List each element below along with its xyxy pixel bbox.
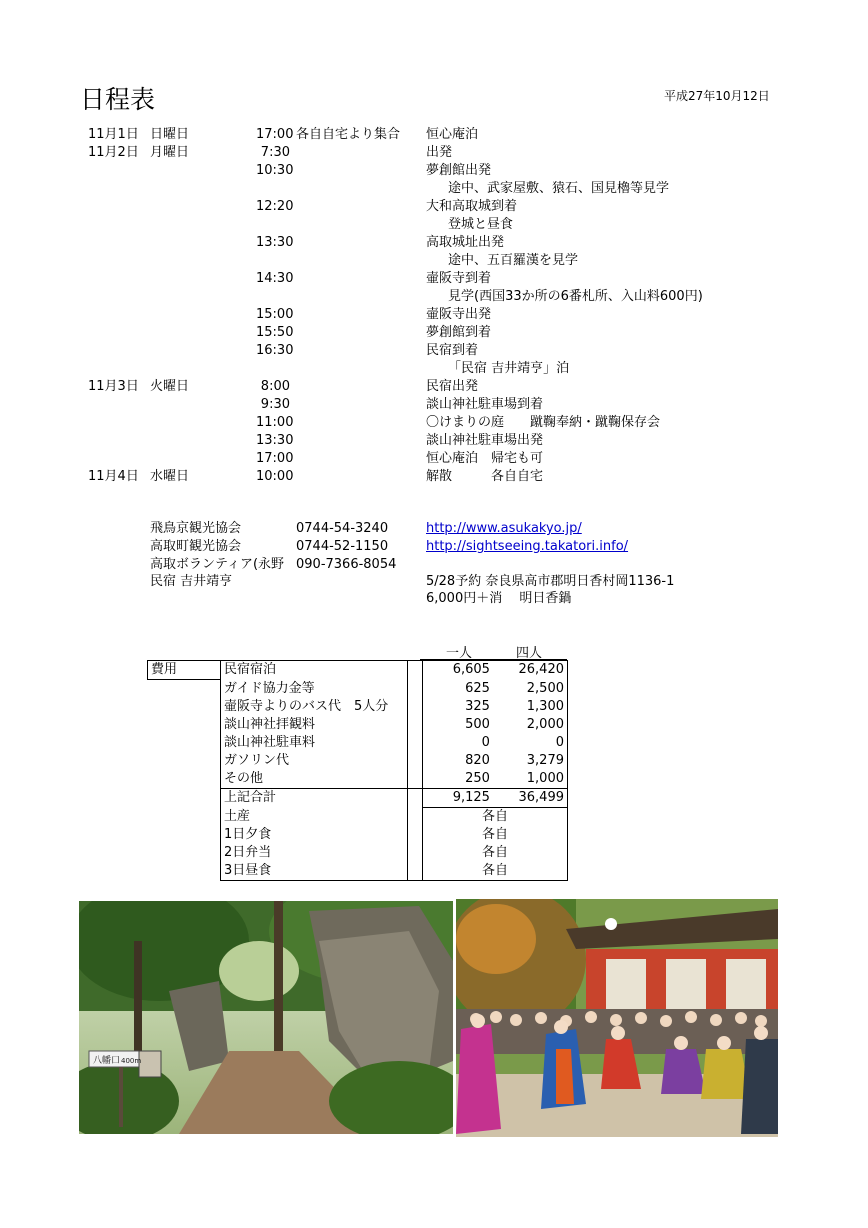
cost-item: 談山神社駐車料	[221, 734, 408, 752]
schedule-weekday: 水曜日	[150, 469, 190, 484]
inn-line1: 5/28予約 奈良県高市郡明日香村岡1136-1	[426, 574, 675, 589]
cost-item: 民宿宿泊	[221, 661, 408, 680]
cost-label-blank	[148, 844, 221, 862]
schedule-time: 17:00	[256, 127, 294, 142]
cost-item: 上記合計	[221, 789, 408, 808]
schedule-day: 11月3日	[88, 379, 139, 394]
schedule-note: 各自自宅より集合	[296, 127, 401, 142]
schedule-event: 恒心庵泊	[426, 127, 479, 142]
cost-one: 500	[465, 717, 490, 732]
cost-item: 談山神社拝観料	[221, 716, 408, 734]
schedule-subnote: 見学(西国33か所の6番札所、入山料600円)	[448, 289, 703, 304]
contact-name: 高取ボランティア(永野	[150, 557, 285, 572]
cost-gap	[408, 789, 423, 808]
cost-four: 2,000	[493, 716, 568, 734]
cost-item: ガイド協力金等	[221, 680, 408, 699]
page-title: 日程表	[80, 85, 156, 114]
cost-one: 250	[465, 771, 490, 786]
cost-label-blank	[148, 862, 221, 881]
contact-phone: 0744-52-1150	[296, 539, 389, 554]
cost-item: ガソリン代	[221, 752, 408, 770]
schedule-event: 民宿到着	[426, 343, 479, 358]
contact-phone: 0744-54-3240	[296, 521, 389, 536]
cost-gap	[408, 826, 423, 844]
cost-label-blank	[148, 680, 221, 699]
cost-table	[147, 660, 568, 881]
schedule-event: 出発	[426, 145, 453, 160]
cost-one: 325	[465, 699, 490, 714]
cost-label-blank	[148, 716, 221, 734]
cost-four: 26,420	[493, 661, 568, 680]
kemari-photo	[456, 899, 778, 1137]
schedule-time: 12:20	[256, 199, 294, 214]
schedule-time: 10:00	[256, 469, 294, 484]
cost-one: 820	[465, 753, 490, 768]
cost-gap	[408, 716, 423, 734]
document-date: 平成27年10月12日	[664, 89, 770, 103]
schedule-time: 14:30	[256, 271, 294, 286]
schedule-day: 11月2日	[88, 145, 139, 160]
schedule-event: 談山神社駐車場到着	[426, 397, 544, 412]
cost-gap	[408, 770, 423, 789]
cost-label-blank	[148, 770, 221, 789]
cost-col-one-header: 一人	[446, 646, 473, 661]
cost-self: 各自	[423, 844, 568, 862]
schedule-time: 10:30	[256, 163, 294, 178]
cost-col-four-header: 四人	[516, 646, 543, 661]
cost-item: 土産	[221, 808, 408, 827]
schedule-time: 13:30	[256, 433, 294, 448]
schedule-event: 談山神社駐車場出発	[426, 433, 544, 448]
schedule-event: 夢創館到着	[426, 325, 492, 340]
cost-label-blank	[148, 826, 221, 844]
schedule-time: 15:00	[256, 307, 294, 322]
schedule-subnote: 途中、武家屋敷、猿石、国見櫓等見学	[448, 181, 670, 196]
schedule-event: 民宿出発	[426, 379, 479, 394]
cost-label-blank	[148, 734, 221, 752]
schedule-subnote: 途中、五百羅漢を見学	[448, 253, 579, 268]
sign-text: 八幡口	[93, 1056, 121, 1066]
cost-self: 各自	[423, 826, 568, 844]
contact-link[interactable]: http://sightseeing.takatori.info/	[426, 539, 629, 554]
cost-one: 0	[481, 735, 490, 750]
cost-label-blank	[148, 698, 221, 716]
castle-path-photo	[79, 901, 453, 1134]
schedule-event: 壷阪寺到着	[426, 271, 492, 286]
cost-one: 6,605	[423, 661, 493, 680]
contact-name: 高取町観光協会	[150, 539, 242, 554]
cost-one: 625	[465, 680, 490, 696]
schedule-time: 17:00	[256, 451, 294, 466]
cost-label: 費用	[148, 661, 221, 680]
schedule-time: 9:30	[260, 397, 290, 412]
schedule-time: 15:50	[256, 325, 294, 340]
contact-name: 飛鳥京観光協会	[150, 521, 242, 536]
cost-item: その他	[221, 770, 408, 789]
cost-self: 各自	[423, 808, 568, 827]
cost-gap	[408, 752, 423, 770]
cost-gap	[408, 734, 423, 752]
schedule-weekday: 火曜日	[150, 379, 190, 394]
inn-name: 民宿 吉井靖亨	[150, 574, 233, 589]
kemari-image	[456, 899, 778, 1137]
schedule-time: 11:00	[256, 415, 294, 430]
cost-four: 1,000	[493, 770, 568, 789]
schedule-event: 〇けまりの庭 蹴鞠奉納・蹴鞠保存会	[426, 415, 661, 430]
schedule-event: 恒心庵泊 帰宅も可	[426, 451, 544, 466]
cost-label-blank	[148, 789, 221, 808]
cost-gap	[408, 698, 423, 716]
cost-label-blank	[148, 752, 221, 770]
schedule-subnote: 「民宿 吉井靖亨」泊	[448, 361, 570, 376]
contact-link[interactable]: http://www.asukakyo.jp/	[426, 521, 582, 536]
cost-gap	[408, 844, 423, 862]
cost-item: 3日昼食	[221, 862, 408, 881]
cost-label-blank	[148, 808, 221, 827]
cost-self: 各自	[423, 862, 568, 881]
schedule-weekday: 月曜日	[150, 145, 190, 160]
cost-four: 0	[493, 734, 568, 752]
contact-phone: 090-7366-8054	[296, 557, 397, 572]
cost-gap	[408, 808, 423, 827]
sign-distance: 400m	[121, 1057, 142, 1065]
schedule-event: 高取城址出発	[426, 235, 505, 250]
schedule-time: 8:00	[260, 379, 290, 394]
schedule-event: 壷阪寺出発	[426, 307, 492, 322]
schedule-event: 大和高取城到着	[426, 199, 518, 214]
schedule-day: 11月4日	[88, 469, 139, 484]
cost-gap	[408, 661, 423, 680]
cost-four: 2,500	[493, 680, 568, 699]
cost-four: 36,499	[493, 789, 568, 808]
cost-gap	[408, 680, 423, 699]
schedule-time: 7:30	[260, 145, 290, 160]
schedule-weekday: 日曜日	[150, 127, 190, 142]
cost-one: 9,125	[423, 789, 493, 808]
cost-four: 1,300	[493, 698, 568, 716]
schedule-event: 夢創館出発	[426, 163, 492, 178]
schedule-time: 16:30	[256, 343, 294, 358]
schedule-event: 解散 各自自宅	[426, 469, 544, 484]
cost-item: 壷阪寺よりのバス代 5人分	[221, 698, 408, 716]
cost-item: 1日夕食	[221, 826, 408, 844]
cost-item: 2日弁当	[221, 844, 408, 862]
cost-four: 3,279	[493, 752, 568, 770]
schedule-subnote: 登城と昼食	[448, 217, 514, 232]
schedule-time: 13:30	[256, 235, 294, 250]
schedule-day: 11月1日	[88, 127, 139, 142]
cost-gap	[408, 862, 423, 881]
inn-line2: 6,000円＋消 明日香鍋	[426, 591, 572, 606]
castle-path-image	[79, 901, 453, 1134]
